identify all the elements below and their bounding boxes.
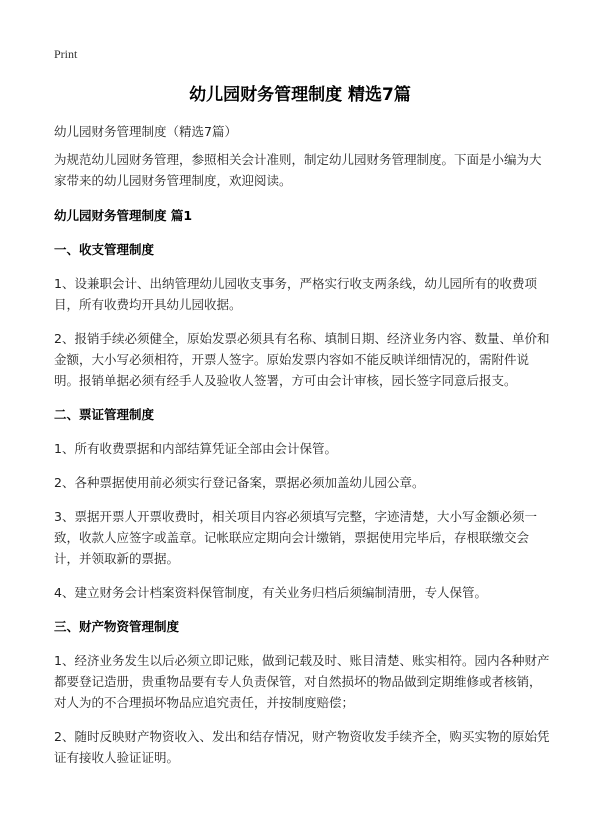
document-content bbox=[54, 121, 550, 781]
print-link[interactable]: Print bbox=[54, 47, 78, 61]
section-income-expense bbox=[54, 239, 550, 391]
section-heading: 二、票证管理制度 bbox=[54, 407, 155, 422]
section-heading: 三、财产物资管理制度 bbox=[54, 619, 180, 634]
section-item: 2、各种票据使用前必须实行登记备案，票据必须加盖幼儿园公章。 bbox=[54, 475, 425, 490]
document-subtitle: 幼儿园财务管理制度（精选7篇） bbox=[54, 124, 237, 139]
document-title: 幼儿园财务管理制度 精选7篇 bbox=[189, 85, 411, 105]
section-item: 1、所有收费票据和内部结算凭证全部由会计保管。 bbox=[54, 441, 337, 456]
section-item: 1、经济业务发生以后必须立即记账，做到记载及时、账目清楚、账实相符。园内各种财产都要登记造册，贵重物品要有专人负责保管，对自然损坏的物品做到定期维修或者核销，对人为的不合理损坏物品应追究责任，并按制度赔偿； bbox=[54, 653, 550, 710]
section-item: 2、报销手续必须健全，原始发票必须具有名称、填制日期、经济业务内容、数量、单价和金额，大小写必须相符，开票人签字。原始发票内容如不能反映详细情况的，需附件说明。报销单据必须有经手人及验收人签署，方可由会计审核，园长签字同意后报支。 bbox=[54, 331, 550, 388]
section-property bbox=[54, 616, 550, 768]
section-heading: 一、收支管理制度 bbox=[54, 242, 155, 257]
section-receipts bbox=[54, 404, 550, 603]
section-item: 2、随时反映财产物资收入、发出和结存情况，财产物资收发手续齐全，购买实物的原始凭证有接收人验证证明。 bbox=[54, 729, 550, 765]
section-item: 4、建立财务会计档案资料保管制度，有关业务归档后须编制清册，专人保管。 bbox=[54, 585, 487, 600]
section-item: 1、设兼职会计、出纳管理幼儿园收支事务，严格实行收支两条线，幼儿园所有的收费项目，所有收费均开具幼儿园收据。 bbox=[54, 276, 537, 312]
intro-paragraph: 为规范幼儿园财务管理，参照相关会计准则，制定幼儿园财务管理制度。下面是小编为大家带来的幼儿园财务管理制度，欢迎阅读。 bbox=[54, 152, 542, 188]
part-heading: 幼儿园财务管理制度 篇1 bbox=[54, 208, 193, 223]
section-item: 3、票据开票人开票收费时，相关项目内容必须填写完整，字迹清楚，大小写金额必须一致，收款人应签字或盖章。记帐联应定期向会计缴销，票据使用完毕后，存根联缴交会计，并领取新的票据。 bbox=[54, 509, 537, 566]
